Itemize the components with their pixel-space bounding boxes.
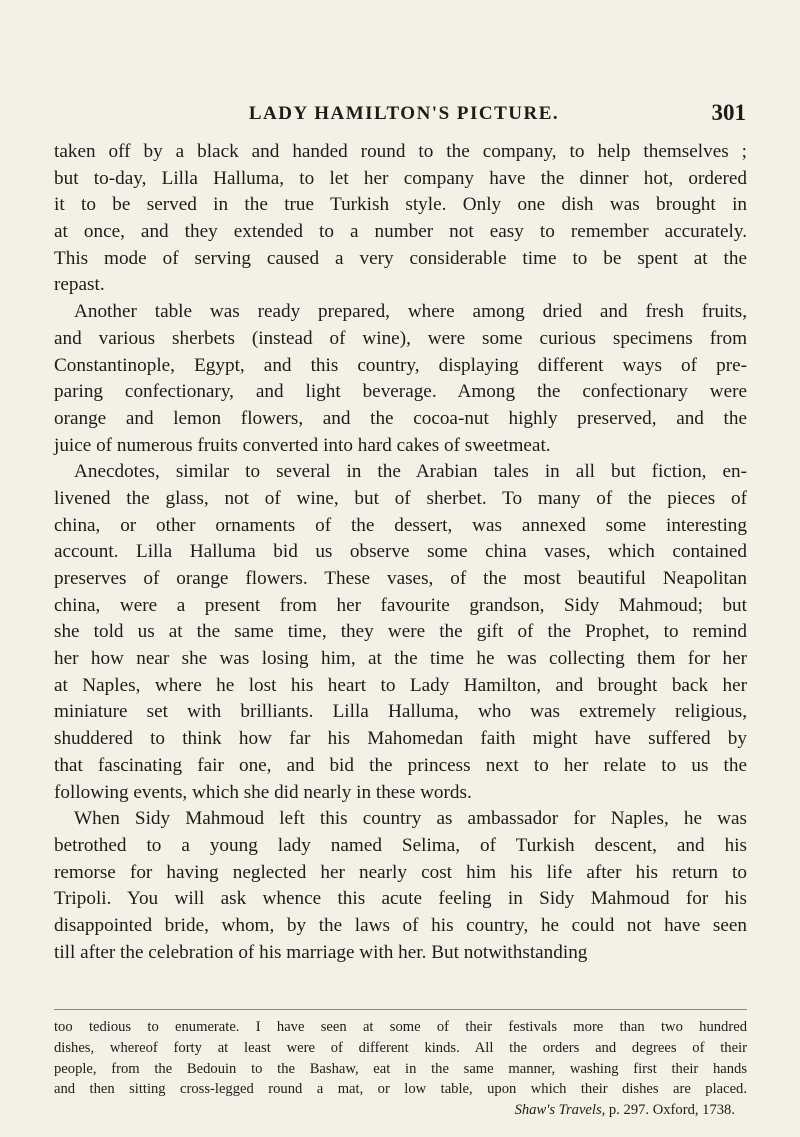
- text-line: but to-day, Lilla Halluma, to let her company have the dinner hot, ordered: [54, 167, 747, 189]
- footnote-line: too tedious to enumerate. I have seen at some of their festivals more than two hundred: [54, 1019, 747, 1035]
- text-line: and various sherbets (instead of wine), were some curious specimens from: [54, 327, 747, 349]
- text-line: miniature set with brilliants. Lilla Halluma, who was extremely religious,: [54, 701, 747, 723]
- text-line: till after the celebration of his marriage with her. But notwithstanding: [54, 941, 588, 963]
- footnote-divider: [54, 1009, 747, 1010]
- text-line: it to be served in the true Turkish style. Only one dish was brought in: [54, 194, 747, 216]
- footnote-citation: [54, 1100, 747, 1121]
- text-line: that fascinating fair one, and bid the princess next to her relate to us the: [54, 754, 747, 776]
- citation-details: p. 297. Oxford, 1738.: [605, 1102, 735, 1119]
- text-line: Tripoli. You will ask whence this acute feeling in Sidy Mahmoud for his: [54, 888, 747, 910]
- text-line: livened the glass, not of wine, but of sherbet. To many of the pieces of: [54, 487, 747, 509]
- text-line: at Naples, where he lost his heart to Lady Hamilton, and brought back her: [54, 674, 747, 696]
- text-line: When Sidy Mahmoud left this country as ambassador for Naples, he was: [74, 808, 747, 830]
- text-line: orange and lemon flowers, and the cocoa-nut highly preserved, and the: [54, 407, 747, 429]
- text-line: repast.: [54, 274, 105, 296]
- text-line: she told us at the same time, they were the gift of the Prophet, to remind: [54, 621, 747, 643]
- text-line: Another table was ready prepared, where among dried and fresh fruits,: [74, 301, 747, 323]
- page-number: 301: [711, 100, 746, 125]
- footnote-line: and then sitting cross-legged round a mat, or low table, upon which their dishes are placed.: [54, 1081, 747, 1098]
- text-line: disappointed bride, whom, by the laws of his country, he could not have seen: [54, 914, 747, 936]
- text-line: at once, and they extended to a number not easy to remember accurately.: [54, 221, 747, 243]
- text-line: This mode of serving caused a very considerable time to be spent at the: [54, 247, 747, 269]
- text-line: Anecdotes, similar to several in the Arabian tales in all but fiction, en-: [74, 461, 747, 483]
- citation-work: Shaw's Travels,: [514, 1102, 606, 1119]
- text-line: china, were a present from her favourite grandson, Sidy Mahmoud; but: [54, 594, 747, 616]
- running-title: LADY HAMILTON'S PICTURE.: [248, 103, 560, 124]
- text-line: Constantinople, Egypt, and this country, displaying different ways of pre-: [54, 354, 747, 376]
- text-line: preserves of orange flowers. These vases, of the most beautiful Neapolitan: [54, 568, 747, 589]
- text-line: taken off by a black and handed round to the company, to help themselves ;: [54, 141, 747, 162]
- text-line: paring confectionary, and light beverage. Among the confectionary were: [54, 381, 747, 403]
- page-header: [54, 100, 754, 133]
- text-line: betrothed to a young lady named Selima, of Turkish descent, and his: [54, 834, 747, 856]
- text-line: remorse for having neglected her nearly cost him his life after his return to: [54, 861, 747, 883]
- text-line: account. Lilla Halluma bid us observe some china vases, which contained: [54, 541, 747, 563]
- text-line: juice of numerous fruits converted into hard cakes of sweetmeat.: [54, 434, 551, 456]
- text-line: her how near she was losing him, at the time he was collecting them for her: [54, 648, 747, 670]
- footnote-line: dishes, whereof forty at least were of different kinds. All the orders and degrees of their: [54, 1039, 747, 1056]
- body-text: [54, 139, 747, 966]
- text-line: china, or other ornaments of the dessert, was annexed some interesting: [54, 514, 747, 536]
- footnote-line: people, from the Bedouin to the Bashaw, eat in the same manner, washing first their hands: [54, 1060, 747, 1077]
- footnote: [54, 1017, 747, 1121]
- text-line: following events, which she did nearly in these words.: [54, 781, 472, 803]
- text-line: shuddered to think how far his Mahomedan faith might have suffered by: [54, 728, 747, 750]
